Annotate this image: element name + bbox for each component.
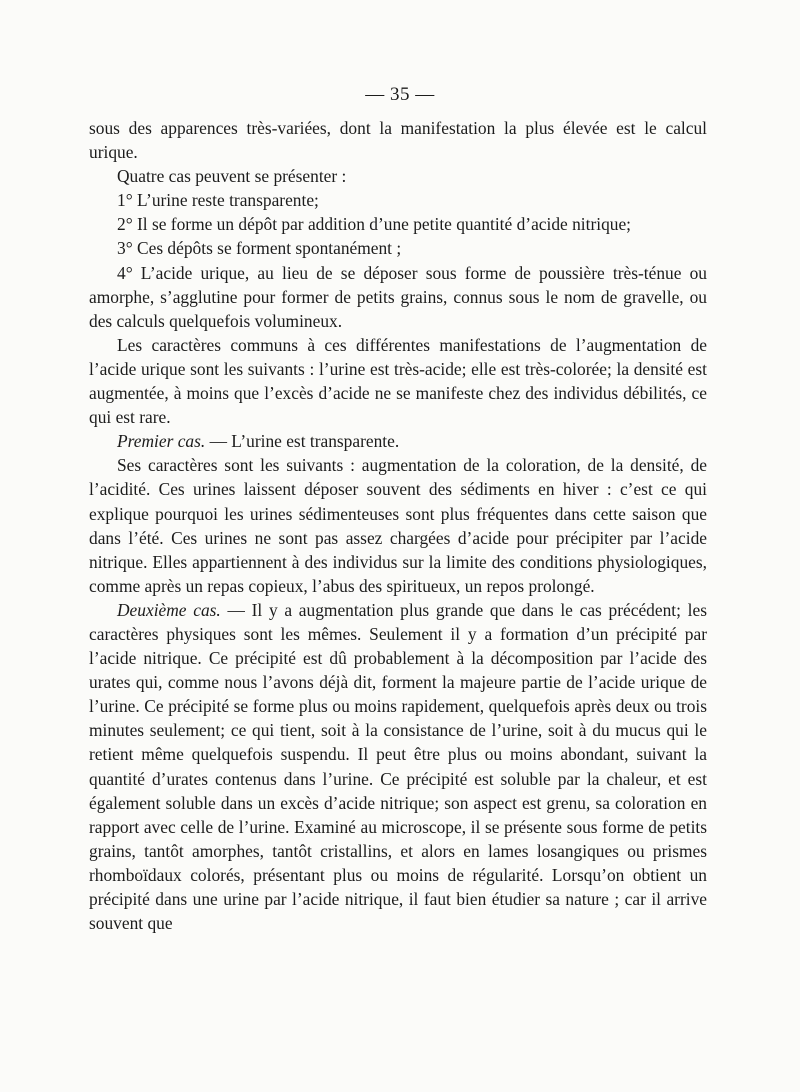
paragraph-common-characters: Les caractères communs à ces différentes manifestations de l’augmentation de l’acide urique sont les suivants : l’urine est très-acide; elle est très-colorée; la densité est augmentée, à moins que l’excès d’acide ne se manifeste chez des individus débilités, ce qui est rare.: [89, 334, 707, 428]
paragraph-second-case: [89, 598, 707, 935]
list-item-4: 4° L’acide urique, au lieu de se déposer sous forme de poussière très-ténue ou amorphe, s’agglutine pour former de petits grains, connus sous le nom de gravelle, ou des calculs quelquefois volumineux.: [89, 262, 707, 331]
list-item-3: 3° Ces dépôts se forment spontanément ;: [117, 238, 402, 259]
case-label-second: Deuxième cas.: [117, 599, 221, 620]
paragraph-first-case: [89, 429, 707, 453]
list-item-2: 2° Il se forme un dépôt par addition d’une petite quantité d’acide nitrique;: [117, 214, 632, 235]
page-number: — 35 —: [365, 84, 435, 105]
body-text: [89, 116, 707, 935]
paragraph-intro: Quatre cas peuvent se présenter :: [117, 166, 347, 187]
case-label-first: Premier cas.: [117, 431, 206, 452]
list-item-1: 1° L’urine reste transparente;: [117, 190, 319, 211]
case-text-first: — L’urine est transparente.: [205, 431, 400, 452]
case-text-second: — Il y a augmentation plus grande que dans le cas précédent; les caractères physiques sont les mêmes. Seulement il y a formation d’un précipité par l’acide nitrique. Ce précipité est dû probablement à la décomposition par l’acide des urates qui, comme nous l’avons déjà dit, forment la majeure partie de l’acide urique de l’urine. Ce précipité se forme plus ou moins rapidement, quelquefois après deux ou trois minutes seulement; ce qui tient, soit à la consistance de l’urine, soit à du mucus qui le retient même quelquefois suspendu. Il peut être plus ou moins abondant, suivant la quantité d’urates contenus dans l’urine. Ce précipité est soluble par la chaleur, et est également soluble dans un excès d’acide nitrique; son aspect est grenu, sa coloration en rapport avec celle de l’urine. Examiné au microscope, il se présente sous forme de petits grains, tantôt amorphes, tantôt cristallins, et alors en lames losangiques ou prismes rhomboïdaux colorés, présentant plus ou moins de régularité. Lorsqu’on obtient un précipité dans une urine par l’acide nitrique, il faut bien étudier sa nature ; car il arrive souvent que: [89, 599, 707, 934]
paragraph-first-case-details: Ses caractères sont les suivants : augmentation de la coloration, de la densité, de l’acidité. Ces urines laissent déposer souvent des sédiments en hiver : c’est ce qui explique pourquoi les urines sédimenteuses sont plus fréquentes dans cette saison que dans l’été. Ces urines ne sont pas assez chargées d’acide pour précipiter par l’acide nitrique. Elles appartiennent à des individus sur la limite des conditions physiologiques, comme après un repas copieux, l’abus des spiritueux, un repos prolongé.: [89, 455, 707, 596]
paragraph-continuation: sous des apparences très-variées, dont la manifestation la plus élevée est le calcul urique.: [89, 118, 707, 163]
